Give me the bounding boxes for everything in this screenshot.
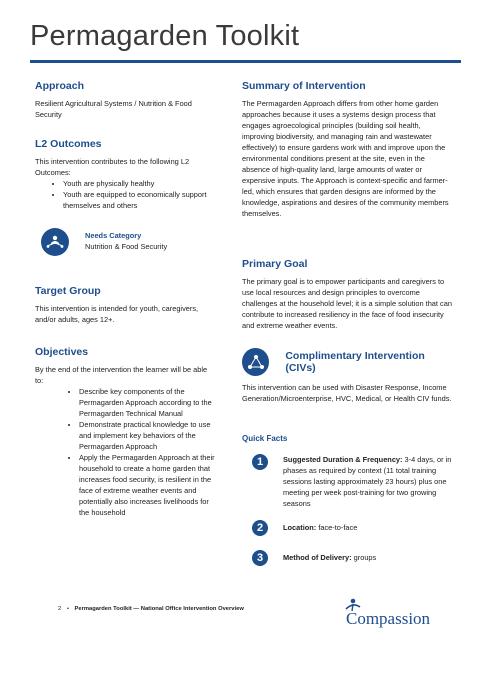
objectives-intro: By the end of the intervention the learner will be able to: [35, 365, 208, 385]
target-section [35, 285, 225, 325]
network-nodes-icon [242, 348, 269, 376]
objectives-section [35, 346, 225, 518]
civs-heading: Complimentary Intervention (CIVs) [285, 350, 425, 374]
list-item: • Describe key components of the Permagarden Approach according to the Permagarden Technical Manual [79, 386, 219, 419]
goal-section [242, 258, 454, 331]
page-footer: 2 • Permagarden Toolkit — National Office Intervention Overview [58, 606, 244, 612]
list-item: • Demonstrate practical knowledge to use and implement key behaviors of the Permagarden Approach [79, 419, 219, 452]
approach-heading: Approach [35, 80, 85, 92]
people-network-icon [41, 228, 69, 256]
footer-text: Permagarden Toolkit — National Office Intervention Overview [74, 606, 244, 612]
list-item: • Youth are equipped to economically support themselves and others [63, 189, 225, 211]
quick-facts-heading: Quick Facts [242, 434, 288, 443]
approach-section [35, 80, 225, 120]
number-badge: 3 [252, 550, 268, 566]
needs-title: Needs Category [85, 231, 142, 240]
civs-section [242, 348, 454, 404]
compassion-logo [340, 597, 452, 631]
title-rule [30, 60, 461, 63]
summary-section [242, 80, 454, 219]
quick-fact [252, 520, 464, 536]
l2-list [35, 178, 225, 211]
civs-text: This intervention can be used with Disaster Response, Income Generation/Microenterprise, HVC, Medical, or Health CIV funds. [242, 383, 452, 403]
page-number: 2 [58, 606, 62, 612]
target-text: This intervention is intended for youth, caregivers, and/or adults, ages 12+. [35, 304, 199, 324]
l2-intro: This intervention contributes to the following L2 Outcomes: [35, 157, 190, 177]
page-title: Permagarden Toolkit [30, 20, 300, 52]
list-item: • Youth are physically healthy [63, 178, 225, 189]
fact-text: Suggested Duration & Frequency: 3-4 days, or in phases as required by context (11 total training sessions lasting approximately 23 hours) plus one meeting per week post-training for two growing seasons [283, 455, 452, 508]
l2-heading: L2 Outcomes [35, 138, 102, 150]
quick-fact [252, 454, 464, 509]
needs-category [41, 228, 167, 256]
summary-heading: Summary of Intervention [242, 80, 366, 92]
objectives-list [35, 386, 219, 518]
goal-heading: Primary Goal [242, 258, 308, 270]
l2-section [35, 138, 225, 211]
number-badge: 1 [252, 454, 268, 470]
needs-value: Nutrition & Food Security [85, 242, 168, 251]
objectives-heading: Objectives [35, 346, 89, 358]
list-item: • Apply the Permagarden Approach at their household to create a home garden that increases food security, is resilient in the face of extreme weather events and potentially also increases livelihoods for the household [79, 452, 219, 518]
approach-text: Resilient Agricultural Systems / Nutrition & Food Security [35, 99, 192, 119]
target-heading: Target Group [35, 285, 101, 297]
fact-text: Location: face-to-face [283, 523, 358, 532]
fact-text: Method of Delivery: groups [283, 553, 377, 562]
number-badge: 2 [252, 520, 268, 536]
quick-fact [252, 550, 464, 566]
quick-facts-section [242, 434, 454, 564]
logo-text: Compassion [346, 609, 431, 628]
summary-text: The Permagarden Approach differs from other home garden approaches because it uses a systems design process that engages agroecological principles (building soil health, improving biodiversity, and managing rain and wastewater effectively) to ensure gardens work with and improve upon the environmental conditions present at the site, even in the absence of high-quality land, large amounts of water or expensive inputs. The Approach is context-specific and farmer-led, which ensures that garden designs are informed by the knowledge, aspirations and desires of the community members themselves. [242, 99, 449, 218]
goal-text: The primary goal is to empower participants and caregivers to use local resources and design principles to overcome challenges at the household level; it is a simple solution that can contribute to increased resiliency in the face of food insecurity and extreme weather events. [242, 277, 452, 330]
